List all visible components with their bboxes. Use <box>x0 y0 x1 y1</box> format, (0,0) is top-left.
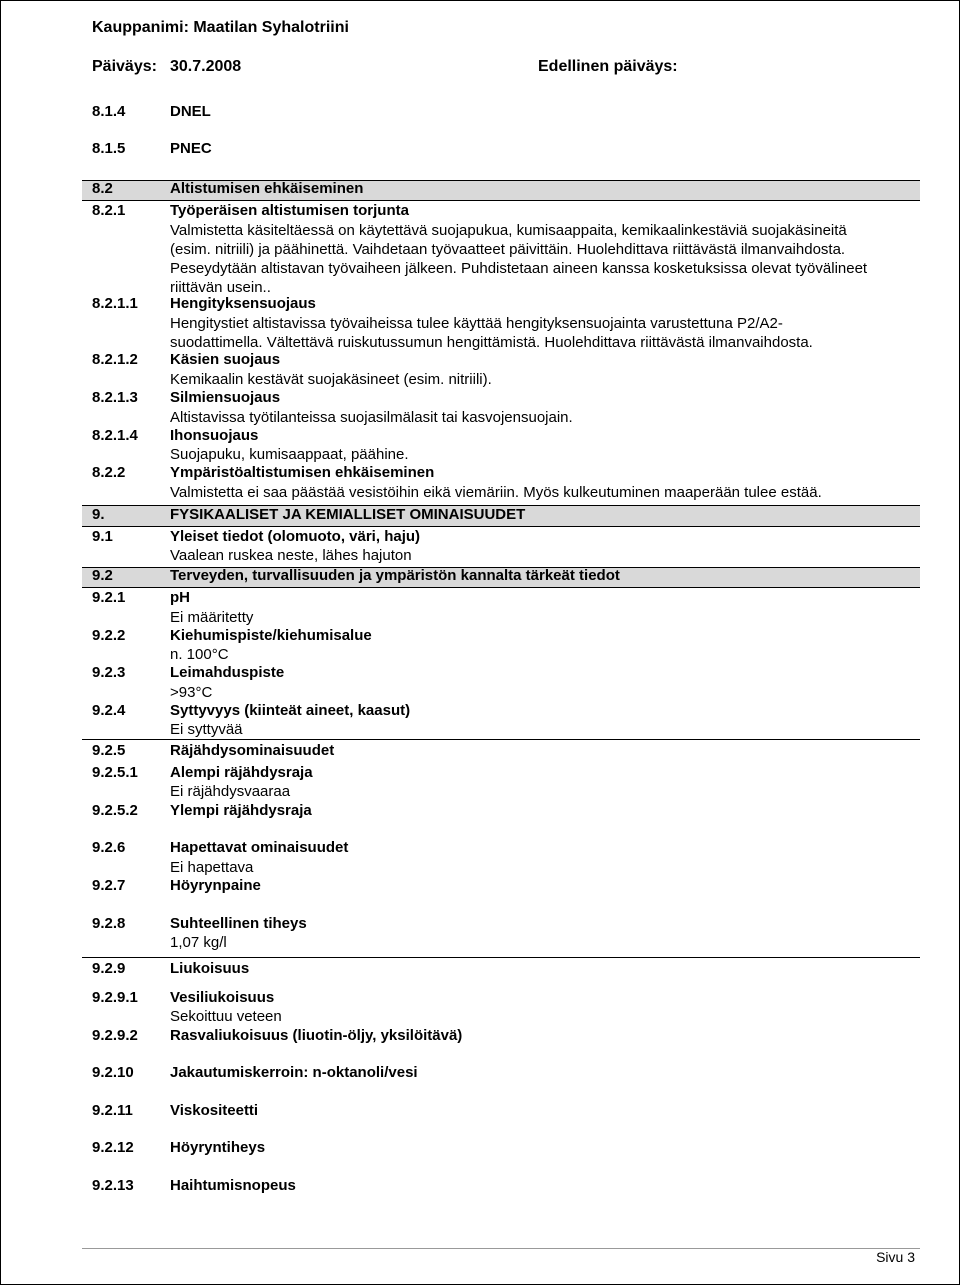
section-9-2-2-text: n. 100°C <box>170 646 229 663</box>
section-number: 9.2.1 <box>92 589 126 606</box>
section-title: Räjähdysominaisuudet <box>170 742 335 759</box>
section-number: 9.2.13 <box>92 1177 134 1194</box>
section-number: 8.1.4 <box>92 103 126 120</box>
section-number: 9.2.5.1 <box>92 764 138 781</box>
section-title: DNEL <box>170 103 211 120</box>
section-title: Yleiset tiedot (olomuoto, väri, haju) <box>170 528 421 545</box>
section-number: 9.1 <box>92 528 113 545</box>
section-9-2-3-text: >93°C <box>170 684 213 701</box>
divider <box>82 957 920 958</box>
previous-date-label: Edellinen päiväys: <box>538 58 678 75</box>
section-title: PNEC <box>170 140 212 157</box>
section-number: 9.2.12 <box>92 1139 134 1156</box>
section-title: pH <box>170 589 190 606</box>
section-number: 9.2.6 <box>92 839 126 856</box>
section-number: 9.2 <box>92 567 113 584</box>
section-8-2-1-2-text: Kemikaalin kestävät suojakäsineet (esim. nitriili). <box>170 371 492 388</box>
section-title: Höyryntiheys <box>170 1139 266 1156</box>
section-title: Alempi räjähdysraja <box>170 764 313 781</box>
section-title: Ihonsuojaus <box>170 427 259 444</box>
section-number: 8.2.1.2 <box>92 351 138 368</box>
section-title: Hapettavat ominaisuudet <box>170 839 349 856</box>
text-line: Valmistetta käsiteltäessä on käytettävä suojapukua, kumisaappaita, kemikaalinkestäviä suojakäsineitä <box>170 222 847 239</box>
text-line: Hengitystiet altistavissa työvaiheissa tulee käyttää hengityksensuojainta varustettuna P2/A2- <box>170 315 783 332</box>
section-title: Käsien suojaus <box>170 351 281 368</box>
date-label: Päiväys: <box>92 58 157 75</box>
section-title: Leimahduspiste <box>170 664 285 681</box>
section-number: 9.2.11 <box>92 1102 133 1119</box>
section-title: Höyrynpaine <box>170 877 261 894</box>
section-number: 8.2.1.4 <box>92 427 138 444</box>
section-number: 9.2.5 <box>92 742 126 759</box>
section-title: Viskositeetti <box>170 1102 259 1119</box>
section-8-2-1-text <box>170 221 867 297</box>
section-number: 9.2.9 <box>92 960 126 977</box>
section-title: Haihtumisnopeus <box>170 1177 296 1194</box>
section-title: Jakautumiskerroin: n-oktanoli/vesi <box>170 1064 418 1081</box>
section-number: 8.2.1.3 <box>92 389 138 406</box>
divider <box>82 739 920 740</box>
section-title: Ympäristöaltistumisen ehkäiseminen <box>170 464 435 481</box>
section-title: Kiehumispiste/kiehumisalue <box>170 627 372 644</box>
section-number: 9.2.5.2 <box>92 802 138 819</box>
section-number: 8.1.5 <box>92 140 126 157</box>
section-number: 9.2.8 <box>92 915 126 932</box>
section-number: 9.2.10 <box>92 1064 134 1081</box>
section-title: Hengityksensuojaus <box>170 295 316 312</box>
section-8-2-1-3-text: Altistavissa työtilanteissa suojasilmälasit tai kasvojensuojain. <box>170 409 573 426</box>
section-9-1-text: Vaalean ruskea neste, lähes hajuton <box>170 547 412 564</box>
section-title: FYSIKAALISET JA KEMIALLISET OMINAISUUDET <box>170 506 526 523</box>
section-title: Terveyden, turvallisuuden ja ympäristön kannalta tärkeät tiedot <box>170 567 620 584</box>
section-9-2-9-1-text: Sekoittuu veteen <box>170 1008 282 1025</box>
text-line: (esim. nitriili) ja päähinettä. Vaihdetaan työvaatteet päivittäin. Huolehdittava riittävästä ilmanvaihdosta. <box>170 241 846 258</box>
section-number: 9.2.7 <box>92 877 126 894</box>
section-number: 9.2.2 <box>92 627 126 644</box>
section-title: Vesiliukoisuus <box>170 989 275 1006</box>
section-number: 8.2.1.1 <box>92 295 138 312</box>
section-number: 9.2.9.2 <box>92 1027 138 1044</box>
section-number: 9.2.4 <box>92 702 126 719</box>
section-title: Silmiensuojaus <box>170 389 281 406</box>
company-name: Kauppanimi: Maatilan Syhalotriini <box>92 19 349 36</box>
section-8-2-1-4-text: Suojapuku, kumisaappaat, päähine. <box>170 446 409 463</box>
section-title: Altistumisen ehkäiseminen <box>170 180 364 197</box>
section-9-2-4-text: Ei syttyvää <box>170 721 243 738</box>
section-number: 8.2 <box>92 180 113 197</box>
section-number: 9. <box>92 506 105 523</box>
section-title: Syttyvyys (kiinteät aineet, kaasut) <box>170 702 411 719</box>
page-number: Sivu 3 <box>876 1249 915 1265</box>
date-value: 30.7.2008 <box>170 58 242 75</box>
section-number: 8.2.2 <box>92 464 126 481</box>
section-title: Liukoisuus <box>170 960 250 977</box>
section-9-2-1-text: Ei määritetty <box>170 609 254 626</box>
section-title: Suhteellinen tiheys <box>170 915 307 932</box>
section-8-2-1-1-text <box>170 314 813 352</box>
text-line: suodattimella. Vältettävä ruiskutussumun hengittämistä. Huolehdittava riittävästä ilmanvaihdosta. <box>170 334 813 351</box>
section-8-2-2-text: Valmistetta ei saa päästää vesistöihin eikä viemäriin. Myös kulkeutuminen maaperään tulee estää. <box>170 484 822 501</box>
section-number: 9.2.3 <box>92 664 126 681</box>
section-9-2-6-text: Ei hapettava <box>170 859 254 876</box>
section-title: Rasvaliukoisuus (liuotin-öljy, yksilöitävä) <box>170 1027 463 1044</box>
text-line: riittävän usein.. <box>170 279 271 296</box>
text-line: Peseydytään altistavan työvaiheen jälkeen. Puhdistetaan aineen kanssa kosketuksissa olevat työvälineet <box>170 260 868 277</box>
section-9-2-5-1-text: Ei räjähdysvaaraa <box>170 783 291 800</box>
footer-divider <box>82 1248 920 1249</box>
section-number: 9.2.9.1 <box>92 989 138 1006</box>
section-number: 8.2.1 <box>92 202 126 219</box>
section-title: Ylempi räjähdysraja <box>170 802 312 819</box>
section-9-2-8-text: 1,07 kg/l <box>170 934 227 951</box>
section-title: Työperäisen altistumisen torjunta <box>170 202 409 219</box>
